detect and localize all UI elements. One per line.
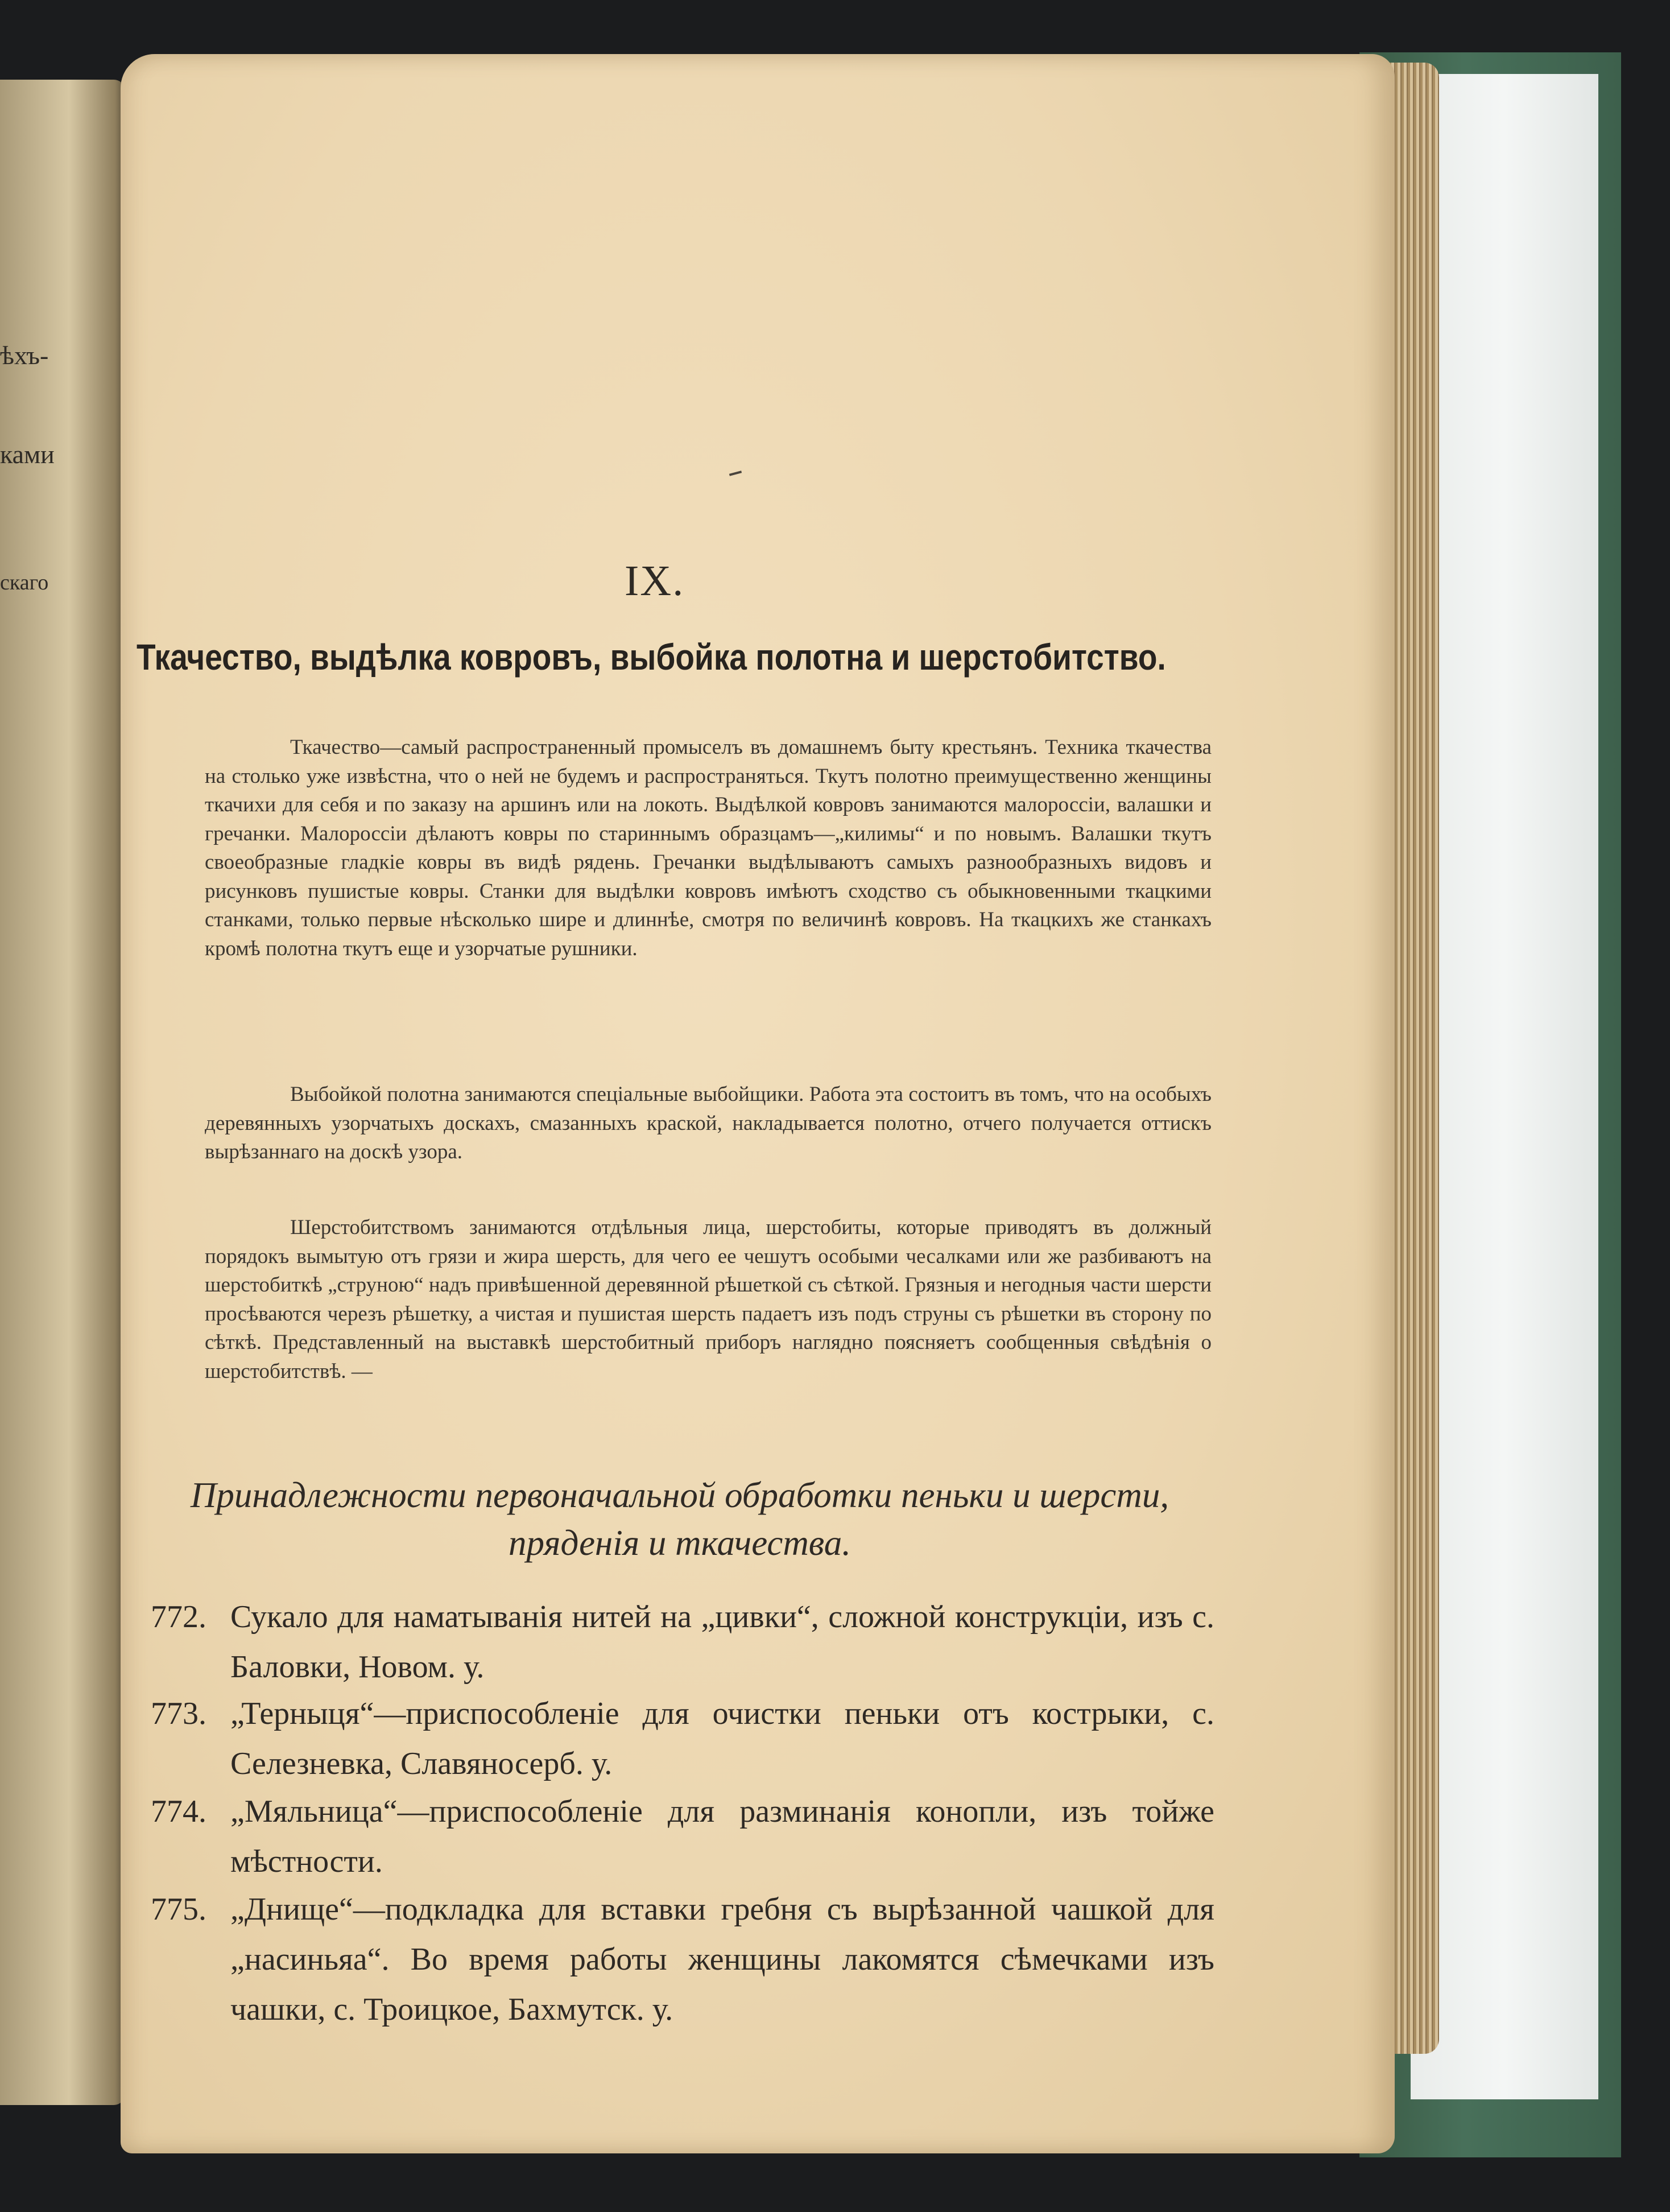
chapter-title: Ткачество, выдѣлка ковровъ, выбойка полотна и шерстобитство.: [137, 637, 1166, 678]
ink-speck: [729, 471, 742, 476]
entry-number: 773.: [151, 1696, 206, 1731]
entry-number: 772.: [151, 1599, 206, 1635]
paragraph-printing: Выбойкой полотна занимаются спеціальные выбойщики. Работа эта состоитъ въ томъ, что на особыхъ деревянныхъ узорчатыхъ доскахъ, смазанныхъ краской, накладывается полотно, отчего получается оттискъ вырѣзаннаго на доскѣ узора.: [205, 1083, 1212, 1163]
left-page-fragment: скаго: [0, 571, 49, 595]
catalog-entry: [151, 1592, 1214, 1692]
left-page: [0, 80, 125, 2105]
chapter-number: IX.: [625, 557, 685, 605]
section-heading: Принадлежности первоначальной обработки пеньки и шерсти, пряденія и ткачества.: [190, 1475, 1169, 1563]
entry-text: Сукало для наматыванія нитей на „цивки“, сложной конструкціи, изъ с. Баловки, Новом. у.: [230, 1599, 1214, 1685]
left-page-fragment: ками: [0, 440, 55, 469]
entry-text: „Днище“—подкладка для вставки гребня съ вырѣзанной чашкой для „насиньяа“. Во время работы женщины лакомятся сѣмечками изъ чашки, с. Троицкое, Бахмутск. у.: [230, 1892, 1214, 2027]
paragraph-weaving: Ткачество—самый распространенный промыселъ въ домашнемъ быту крестьянъ. Техника ткачества на столько уже извѣстна, что о ней не будемъ и распространяться. Ткутъ полотно преимущественно женщины ткачихи для себя и по заказу на аршинъ или на локоть. Выдѣлкой ковровъ занимаются малороссіи, валашки и гречанки. Малороссіи дѣлаютъ ковры по стариннымъ образцамъ—„килимы“ и по новымъ. Валашки ткутъ своеобразные гладкіе ковры въ видѣ рядень. Гречанки выдѣлываютъ самыхъ разнообразныхъ видовъ и рисунковъ пушистые ковры. Станки для выдѣлки ковровъ имѣютъ сходство съ обыкновенными ткацкими станками, только первые нѣсколько шире и длиннѣе, смотря по величинѣ ковровъ. На ткацкихъ же станкахъ кромѣ полотна ткутъ еще и узорчатые рушники.: [205, 736, 1212, 960]
paragraph-wool-beating: Шерстобитствомъ занимаются отдѣльныя лица, шерстобиты, которые приводятъ въ должный порядокъ вымытую отъ грязи и жира шерсть, для чего ее чешутъ особыми чесалками или же разбиваютъ на шерстобиткѣ „струною“ надъ привѣшенной деревянной рѣшеткой съ сѣткой. Грязныя и негодныя части шерсти просѣваются черезъ рѣшетку, а чистая и пушистая шерсть падаетъ изъ подъ струны съ рѣшетки въ сторону по сѣткѣ. Представленный на выставкѣ шерстобитный приборъ наглядно поясняетъ сообщенныя свѣдѣнія о шерстобитствѣ. —: [205, 1216, 1212, 1383]
catalog-entry: [151, 1884, 1214, 2034]
catalog-entry: [151, 1689, 1214, 1789]
catalog-entry: [151, 1786, 1214, 1887]
entry-text: „Терныця“—приспособленіе для очистки пеньки отъ кострыки, с. Селезневка, Славяносерб. у.: [230, 1696, 1214, 1781]
entry-number: 774.: [151, 1794, 206, 1829]
left-page-fragment: ѣхъ-: [0, 341, 49, 370]
entry-number: 775.: [151, 1892, 206, 1927]
entry-text: „Мяльница“—приспособленіе для разминанія конопли, изъ тойже мѣстности.: [230, 1794, 1214, 1879]
